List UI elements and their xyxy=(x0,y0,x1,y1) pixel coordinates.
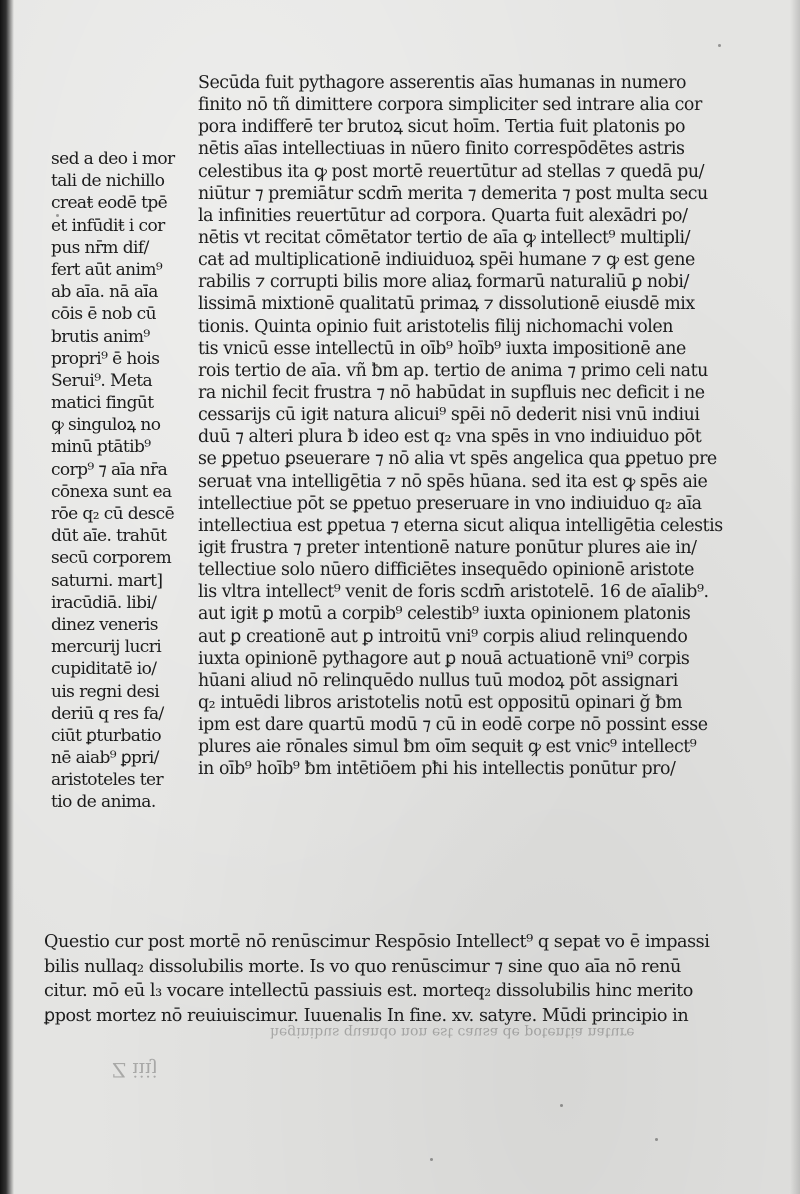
text-line: igiŧ frustra ⁊ preter intentionē nature ponūtur plures aie in/ xyxy=(198,537,697,558)
gloss-line: secū corporem xyxy=(51,548,172,569)
commentary-line: ꝑpost mortez nō reuiuiscimur. Iuuenalis In fine. xv. satyre. Mūdi principio in xyxy=(44,1005,689,1026)
gloss-line: ciūt ꝑturbatio xyxy=(51,725,161,746)
text-line: rabilis ⁊ corrupti bilis more aliaꝝ formarū naturaliū ꝑ nobi/ xyxy=(198,272,689,293)
gloss-line: aristoteles ter xyxy=(51,770,164,791)
text-line: aut igiŧ ꝑ motū a corpib⁹ celestib⁹ iuxta opinionem platonis xyxy=(198,604,691,625)
page-edge-shadow xyxy=(790,0,800,1194)
text-line: duū ⁊ alteri plura ƀ ideo est q₂ vna spēs in vno indiuiduo pōt xyxy=(198,427,702,448)
text-line: nētis vt recitat cōmētator tertio de aīa ꝙ intellect⁹ multipli/ xyxy=(198,227,691,248)
text-line: cessarijs cū igiŧ natura alicui⁹ spēi nō dederit nisi vnū indiui xyxy=(198,405,700,426)
gloss-line: et infūdiŧ i cor xyxy=(51,215,165,236)
gloss-line: rōe q₂ cū descē xyxy=(51,504,175,524)
text-line: caŧ ad multiplicationē indiuiduoꝝ spēi humane ⁊ ꝙ est gene xyxy=(198,250,695,271)
text-line: ra nichil fecit frustra ⁊ nō habūdat in supfluis nec deficit i ne xyxy=(198,382,705,403)
gloss-line: brutis anim⁹ xyxy=(51,326,150,347)
text-line: tellectiue solo nūero difficiētes insequēdo opinionē aristote xyxy=(198,560,695,581)
text-line: ipm est dare quartū modū ⁊ cū in eodē corpe nō possint esse xyxy=(198,715,708,736)
main-text-block xyxy=(198,72,782,781)
gloss-line: deriū q res fa/ xyxy=(51,703,164,724)
text-line: intellectiue pōt se ꝑpetuo preseruare in vno indiuiduo q₂ aīa xyxy=(198,493,702,514)
text-line: se ꝑpetuo ꝑseuerare ⁊ nō alia vt spēs angelica qua ꝑpetuo pre xyxy=(198,449,717,470)
text-line: in oīb⁹ hoīb⁹ ƀm intētiōem pħi his intellectis ponūtur pro/ xyxy=(198,759,676,780)
text-line: hūani aliud nō relinquēdo nullus tuū modoꝝ pōt assignari xyxy=(198,670,678,691)
paper-speck xyxy=(56,214,59,217)
gloss-line: Serui⁹. Meta xyxy=(51,370,153,391)
commentary-line: bilis nullaq₂ dissolubilis morte. Is vo quo renūscimur ⁊ sine quo aīa nō renū xyxy=(44,956,681,977)
gloss-line: dinez veneris xyxy=(51,614,158,635)
text-line: q₂ intuēdi libros aristotelis notū est oppositū opinari ğ ƀm xyxy=(198,692,683,713)
commentary-line: Questio cur post mortē nō renūscimur Respōsio Intellect⁹ q sepaŧ vo ē impassi xyxy=(44,932,710,952)
text-line: celestibus ita ꝙ post mortē reuertūtur ad stellas ⁊ quedā pu/ xyxy=(198,161,704,182)
text-line: rois tertio de aīa. vñ ƀm ap. tertio de anima ⁊ primo celi natu xyxy=(198,360,708,381)
gloss-line: matici fingūt xyxy=(51,393,154,414)
text-line: seruaŧ vna intelligētia ⁊ nō spēs hūana. sed ita est ꝙ spēs aie xyxy=(198,471,708,492)
gloss-line: cupiditatē io/ xyxy=(51,659,157,680)
gloss-line: cōnexa sunt ea xyxy=(51,481,172,502)
paper-speck xyxy=(560,1104,563,1107)
gloss-line: dūt aīe. trahūt xyxy=(51,526,167,547)
paper-speck xyxy=(430,1158,433,1161)
gloss-line: ab aīa. nā aīa xyxy=(51,282,158,303)
text-line: tionis. Quinta opinio fuit aristotelis filij nichomachi volen xyxy=(198,316,673,337)
gloss-line: creaŧ eodē tpē xyxy=(51,193,168,214)
gloss-line: corp⁹ ⁊ aīa nr̄a xyxy=(51,459,168,480)
gloss-line: fert aūt anim⁹ xyxy=(51,259,163,280)
text-line: plures aie rōnales simul ƀm oīm sequiŧ ꝙ est vnic⁹ intellect⁹ xyxy=(198,737,697,758)
page-gutter-shadow xyxy=(0,0,14,1194)
text-line: Secūda fuit pythagore asserentis aīas humanas in numero xyxy=(198,73,686,93)
gloss-line: propri⁹ ē hois xyxy=(51,348,160,369)
show-through-text: heginibus quando non est causa de potentia nature xyxy=(270,1024,635,1040)
text-line: nētis aīas intellectiuas in nūero finito correspōdētes astris xyxy=(198,139,685,160)
gloss-line: tali de nichillo xyxy=(51,171,165,192)
text-line: finito nō tñ dimittere corpora simpliciter sed intrare alia cor xyxy=(198,95,702,116)
text-line: aut ꝑ creationē aut ꝑ introitū vni⁹ corpis aliud relinquendo xyxy=(198,626,688,647)
text-line: iuxta opinionē pythagore aut ꝑ nouā actuationē vni⁹ corpis xyxy=(198,648,690,669)
text-line: pora indifferē ter brutoꝝ sicut hoīm. Tertia fuit platonis po xyxy=(198,117,685,138)
gloss-line: pus nr̄m dif/ xyxy=(51,237,149,258)
text-line: la infinities reuertūtur ad corpora. Quarta fuit alexādri po/ xyxy=(198,205,688,226)
gloss-line: ꝙ singuloꝝ no xyxy=(51,415,161,436)
gloss-line: saturni. mart] xyxy=(51,570,163,591)
paper-speck xyxy=(718,44,721,47)
gloss-line: sed a deo i mor xyxy=(51,149,175,169)
marginal-gloss xyxy=(51,148,191,814)
text-line: niūtur ⁊ premiātur scdm̄ merita ⁊ demerita ⁊ post multa secu xyxy=(198,183,708,204)
paper-speck xyxy=(655,1138,658,1141)
gloss-line: nē aiab⁹ ꝑpri/ xyxy=(51,748,159,769)
text-line: intellectiua est ꝑpetua ⁊ eterna sicut aliqua intelligētia celestis xyxy=(198,515,723,536)
gloss-line: mercurij lucri xyxy=(51,637,162,658)
text-line: tis vnicū esse intellectū in oīb⁹ hoīb⁹ iuxta impositionē ane xyxy=(198,338,686,359)
gloss-line: cōis ē nob cū xyxy=(51,304,156,325)
gloss-line: minū ptātib⁹ xyxy=(51,437,151,458)
text-line: lissimā mixtionē qualitatū primaꝝ ⁊ dissolutionē eiusdē mix xyxy=(198,294,695,315)
gloss-line: iracūdiā. libi/ xyxy=(51,592,157,613)
signature-mark: Z iiij xyxy=(112,1058,158,1082)
text-line: lis vltra intellect⁹ venit de foris scdm̄ aristotelē. 16 de aīalib⁹. xyxy=(198,582,709,603)
commentary-line: citur. mō eū l₃ vocare intellectū passiuis est. morteq₂ dissolubilis hinc merito xyxy=(44,981,693,1001)
gloss-line: uis regni desi xyxy=(51,681,160,702)
gloss-line: tio de anima. xyxy=(51,792,156,813)
commentary-block xyxy=(44,930,784,1028)
